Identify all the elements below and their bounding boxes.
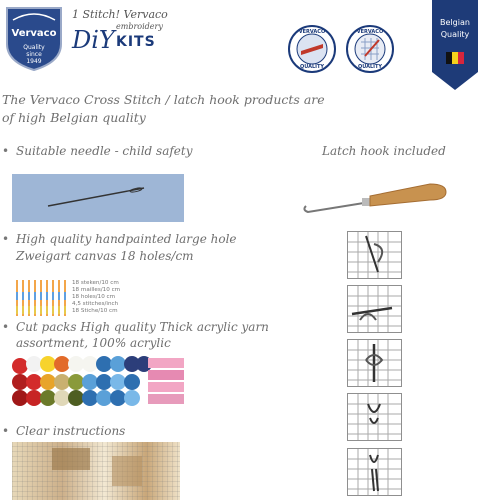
needle-image [12,174,184,222]
canvas-sample [12,280,70,316]
belgian-line2: Quality [440,30,470,39]
belgian-line1: Belgian [440,18,470,27]
vervaco-logo [3,4,65,72]
yarn-bundles-icon [12,352,186,410]
diy-kits-logo [72,8,172,58]
latch-hook-label: Latch hook included [322,144,446,158]
intro-line2: of high Belgian quality [2,110,146,125]
quality-seal-1 [287,24,337,74]
feature-yarn-text2: assortment, 100% acrylic [16,336,171,350]
instruction-step-5 [347,448,402,496]
seal1-bottom: QUALITY [299,64,325,70]
bullet-2: • [2,232,10,246]
belgian-badge-shape [432,0,478,90]
instruction-chart-image [12,442,180,500]
bullet-4: • [2,424,10,438]
instruction-step-4 [347,393,402,441]
feature-canvas-text: High quality handpainted large hole [16,232,237,246]
seal2-top: VERVACO [356,29,384,35]
latch-step-icon [348,232,401,278]
logo-brand: Vervaco [11,28,57,39]
instruction-step-1 [347,231,402,279]
belgian-quality-badge [432,0,478,90]
logo-tag: Quality since 1949 [23,44,45,65]
instruction-step-2 [347,285,402,333]
yarn-packs-image [12,352,186,410]
diy-line2: embroidery [116,22,163,31]
latch-step-icon [348,340,401,386]
kits-word: KITS [116,34,156,50]
bullet-3: • [2,320,10,334]
intro-line1: The Vervaco Cross Stitch / latch hook products are [2,92,325,107]
latch-hook-image [300,178,450,218]
feature-needle-text: Suitable needle - child safety [16,144,193,158]
diy-word: DiY [72,26,115,54]
feature-canvas-text2: Zweigart canvas 18 holes/cm [16,249,194,263]
bullet-1: • [2,144,10,158]
seal1-top: VERVACO [298,29,326,35]
diy-line1: 1 Stitch! Vervaco [72,8,168,21]
instruction-step-3 [347,339,402,387]
feature-instructions-text: Clear instructions [16,424,126,438]
canvas-legend: 18 steken/10 cm 18 mailles/10 cm 18 holes/10 cm 4,5 stitches/inch 18 Stiche/10 cm [72,280,121,314]
latch-step-icon [348,449,401,495]
seal2-bottom: QUALITY [357,64,383,70]
quality-seal-2 [345,24,395,74]
latch-step-icon [348,394,401,440]
latch-step-icon [348,286,401,332]
needle-icon [12,174,184,222]
belgian-flag-icon [446,52,464,64]
latch-hook-icon [300,178,450,218]
feature-yarn-text: Cut packs High quality Thick acrylic yarn [16,320,269,334]
